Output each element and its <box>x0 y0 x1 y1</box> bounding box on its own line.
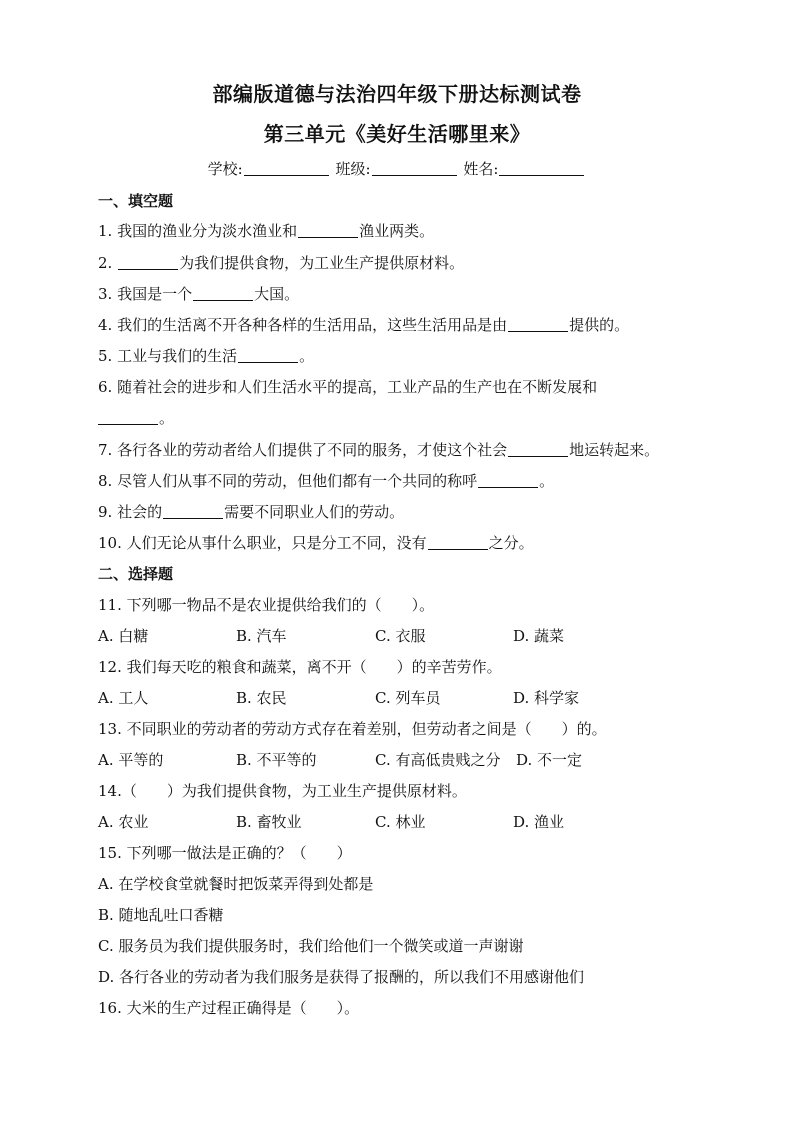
option-d[interactable]: D. 渔业 <box>513 813 565 831</box>
question-7 <box>98 440 754 460</box>
option-d[interactable]: D. 蔬菜 <box>513 627 565 645</box>
option-c[interactable]: C. 衣服 <box>375 627 426 645</box>
option-b[interactable]: B. 汽车 <box>236 627 287 645</box>
option-c[interactable]: C. 列车员 <box>375 689 441 707</box>
question-3 <box>98 284 754 304</box>
answer-blank[interactable] <box>508 442 568 457</box>
name-label: 姓名: <box>463 160 499 178</box>
question-16: 16. 大米的生产过程正确得是（ ）。 <box>98 999 360 1017</box>
page-title: 部编版道德与法治四年级下册达标测试卷 <box>212 82 582 106</box>
question-text: 5. 工业与我们的生活 <box>98 347 238 365</box>
option-b[interactable]: B. 农民 <box>236 689 287 707</box>
question-5 <box>98 346 754 366</box>
question-8 <box>98 471 754 491</box>
option-c[interactable]: C. 林业 <box>375 813 426 831</box>
question-text: 需要不同职业人们的劳动。 <box>224 503 405 521</box>
question-11: 11. 下列哪一物品不是农业提供给我们的（ ）。 <box>98 596 435 614</box>
question-text: 大国。 <box>254 285 300 303</box>
option-a[interactable]: A. 工人 <box>98 689 149 707</box>
question-text: 。 <box>539 472 555 490</box>
question-2 <box>98 253 754 273</box>
question-text: 9. 社会的 <box>98 503 163 521</box>
question-4 <box>98 315 754 335</box>
answer-blank[interactable] <box>163 504 223 519</box>
question-text: 7. 各行各业的劳动者给人们提供了不同的服务，才使这个社会 <box>98 441 508 459</box>
question-text: 地运转起来。 <box>569 441 660 459</box>
answer-blank[interactable] <box>98 410 158 425</box>
option-b[interactable]: B. 不平等的 <box>236 751 317 769</box>
answer-blank[interactable] <box>118 255 178 270</box>
option-c[interactable]: C. 有高低贵贱之分 <box>375 751 501 769</box>
question-1 <box>98 221 754 241</box>
question-text: 2. <box>98 254 118 272</box>
name-blank[interactable] <box>499 161 584 176</box>
question-text: 1. 我国的渔业分为淡水渔业和 <box>98 222 298 240</box>
school-label: 学校: <box>207 160 243 178</box>
option-d[interactable]: D. 不一定 <box>516 751 583 769</box>
question-text: 渔业两类。 <box>359 222 435 240</box>
question-text: 。 <box>159 409 175 427</box>
question-text: 。 <box>299 347 315 365</box>
question-text: 4. 我们的生活离不开各种各样的生活用品，这些生活用品是由 <box>98 316 508 334</box>
option-a[interactable]: A. 在学校食堂就餐时把饭菜弄得到处都是 <box>98 875 374 893</box>
student-info-line <box>0 158 794 179</box>
question-13: 13. 不同职业的劳动者的劳动方式存在着差别，但劳动者之间是（ ）的。 <box>98 720 607 738</box>
question-text: 8. 尽管人们从事不同的劳动，但他们都有一个共同的称呼 <box>98 472 478 490</box>
question-text: 提供的。 <box>569 316 630 334</box>
school-blank[interactable] <box>244 161 329 176</box>
option-a[interactable]: A. 白糖 <box>98 627 149 645</box>
answer-blank[interactable] <box>508 317 568 332</box>
class-blank[interactable] <box>372 161 457 176</box>
answer-blank[interactable] <box>193 286 253 301</box>
question-6 <box>98 377 754 397</box>
question-text: 6. 随着社会的进步和人们生活水平的提高，工业产品的生产也在不断发展和 <box>98 378 598 396</box>
question-6-continued <box>98 408 754 428</box>
section-heading-choice: 二、选择题 <box>98 565 174 583</box>
question-text: 3. 我国是一个 <box>98 285 193 303</box>
option-a[interactable]: A. 平等的 <box>98 751 164 769</box>
section-heading-fill: 一、填空题 <box>98 192 174 210</box>
question-14: 14.（ ）为我们提供食物，为工业生产提供原材料。 <box>98 782 467 800</box>
answer-blank[interactable] <box>298 223 358 238</box>
question-9 <box>98 502 754 522</box>
question-15: 15. 下列哪一做法是正确的？（ ） <box>98 844 352 862</box>
option-b[interactable]: B. 随地乱吐口香糖 <box>98 906 224 924</box>
class-label: 班级: <box>335 160 371 178</box>
answer-blank[interactable] <box>428 535 488 550</box>
option-d[interactable]: D. 各行各业的劳动者为我们服务是获得了报酬的，所以我们不用感谢他们 <box>98 968 585 986</box>
question-text: 之分。 <box>488 534 534 552</box>
answer-blank[interactable] <box>478 473 538 488</box>
option-d[interactable]: D. 科学家 <box>513 689 580 707</box>
question-text: 10. 人们无论从事什么职业，只是分工不同，没有 <box>98 534 427 552</box>
question-10 <box>98 533 754 553</box>
option-b[interactable]: B. 畜牧业 <box>236 813 302 831</box>
option-a[interactable]: A. 农业 <box>98 813 149 831</box>
answer-blank[interactable] <box>238 348 298 363</box>
page-subtitle: 第三单元《美好生活哪里来》 <box>263 122 531 146</box>
option-c[interactable]: C. 服务员为我们提供服务时，我们给他们一个微笑或道一声谢谢 <box>98 937 524 955</box>
question-text: 为我们提供食物，为工业生产提供原材料。 <box>179 254 465 272</box>
question-12: 12. 我们每天吃的粮食和蔬菜，离不开（ ）的辛苦劳作。 <box>98 658 502 676</box>
